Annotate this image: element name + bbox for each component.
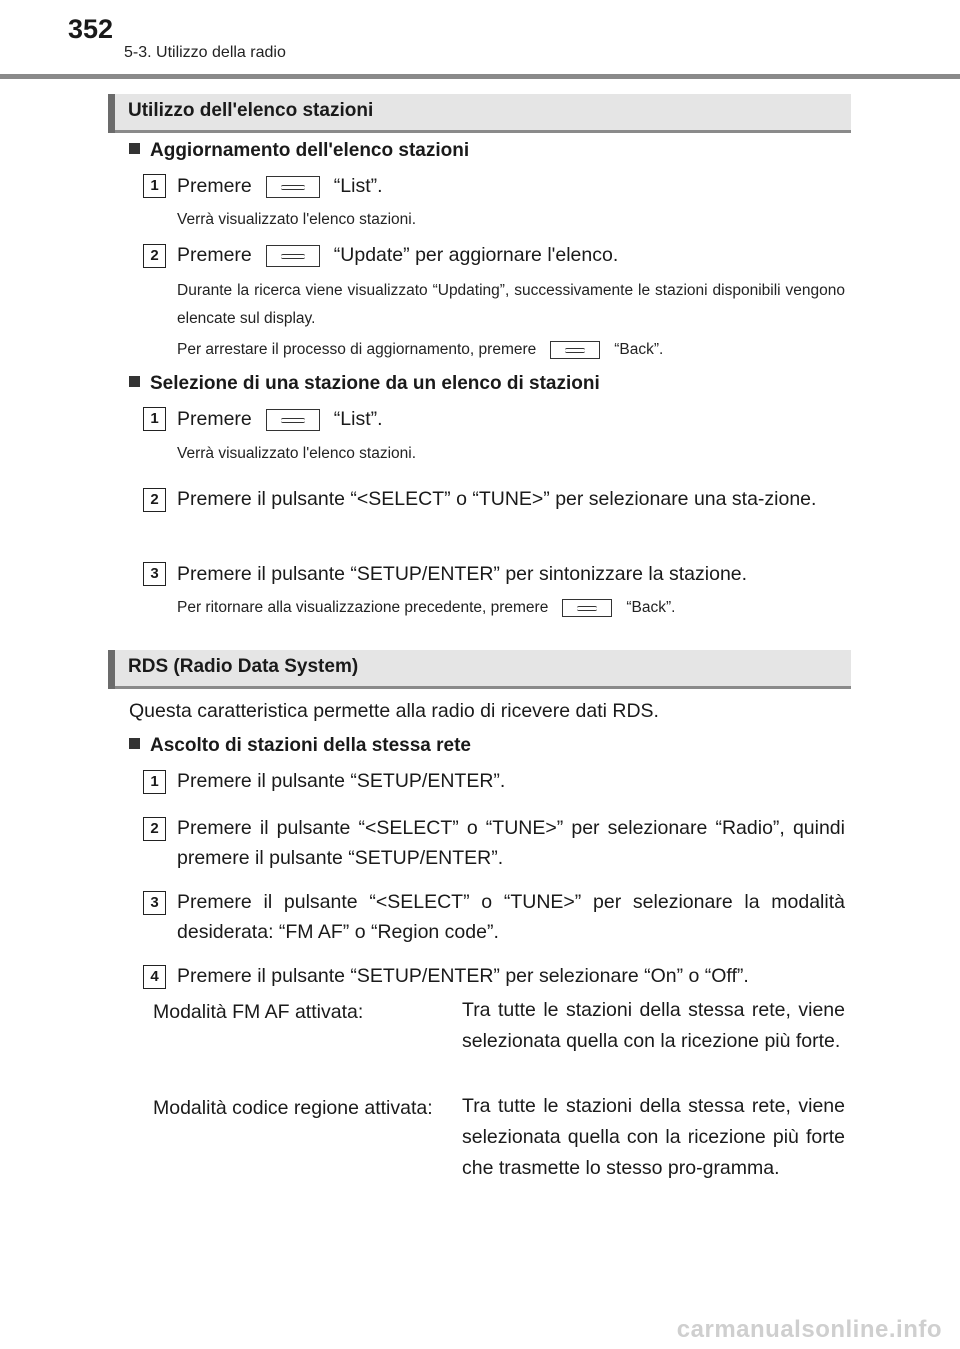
page-number: 352 (68, 14, 114, 44)
section-title: RDS (Radio Data System) (128, 656, 359, 677)
step-number: 3 (143, 562, 166, 586)
step-number: 2 (143, 488, 166, 512)
square-bullet-icon (129, 376, 140, 387)
section-title: Utilizzo dell'elenco stazioni (128, 100, 374, 121)
section-heading-rds (108, 650, 851, 689)
step-number: 2 (143, 244, 166, 268)
section-accent (108, 94, 115, 133)
button-icon (550, 341, 600, 359)
intro-text: Questa caratteristica permette alla radio di ricevere dati RDS. (129, 700, 659, 722)
definition-description: Tra tutte le stazioni della stessa rete, viene selezionata quella con la ricezione più forte. (462, 999, 845, 1052)
step-text: Premere il pulsante “SETUP/ENTER” per selezionare “On” o “Off”. (177, 965, 749, 987)
step-text: Premere il pulsante “<SELECT” o “TUNE>” per selezionare una sta-zione. (177, 488, 817, 510)
header-rule (0, 74, 960, 79)
step-text: Premere “List”. (177, 408, 383, 430)
square-bullet-icon (129, 143, 140, 154)
step-note: Per arrestare il processo di aggiornamento, premere “Back”. (177, 341, 664, 358)
step-number: 3 (143, 891, 166, 915)
definition-term: Modalità FM AF attivata: (153, 1001, 364, 1023)
step-note: Verrà visualizzato l'elenco stazioni. (177, 445, 417, 462)
definition-description: Tra tutte le stazioni della stessa rete, viene selezionata quella con la ricezione più forte che trasmette lo stesso pro-gramma. (462, 1095, 845, 1179)
button-icon (266, 176, 320, 198)
subheading-select-station: Selezione di una stazione da un elenco di stazioni (129, 373, 600, 395)
step-number: 1 (143, 407, 166, 431)
step-note: Durante la ricerca viene visualizzato “Updating”, successivamente le stazioni disponibili vengono elencate sul display. (177, 282, 845, 327)
subheading-update-list: Aggiornamento dell'elenco stazioni (129, 140, 469, 162)
step-note: Per ritornare alla visualizzazione precedente, premere “Back”. (177, 599, 676, 616)
subheading-same-network: Ascolto di stazioni della stessa rete (129, 735, 471, 757)
step-text: Premere il pulsante “<SELECT” o “TUNE>” per selezionare la modalità desiderata: “FM AF” o “Region code”. (177, 891, 845, 943)
step-note: Verrà visualizzato l'elenco stazioni. (177, 211, 417, 228)
square-bullet-icon (129, 738, 140, 749)
step-number: 1 (143, 174, 166, 198)
button-icon (266, 409, 320, 431)
watermark: carmanualsonline.info (676, 1316, 942, 1343)
section-heading-station-list (108, 94, 851, 133)
step-text: Premere “List”. (177, 175, 383, 197)
chapter-title: 5-3. Utilizzo della radio (124, 44, 286, 61)
step-number: 1 (143, 770, 166, 794)
definition-term: Modalità codice regione attivata: (153, 1097, 433, 1119)
button-icon (562, 599, 612, 617)
button-icon (266, 245, 320, 267)
step-text: Premere il pulsante “<SELECT” o “TUNE>” per selezionare “Radio”, quindi premere il pulsante “SETUP/ENTER”. (177, 817, 845, 869)
step-number: 2 (143, 817, 166, 841)
step-text: Premere “Update” per aggiornare l'elenco. (177, 244, 619, 266)
step-text: Premere il pulsante “SETUP/ENTER” per sintonizzare la stazione. (177, 563, 748, 585)
section-accent (108, 650, 115, 689)
step-text: Premere il pulsante “SETUP/ENTER”. (177, 770, 506, 792)
step-number: 4 (143, 965, 166, 989)
